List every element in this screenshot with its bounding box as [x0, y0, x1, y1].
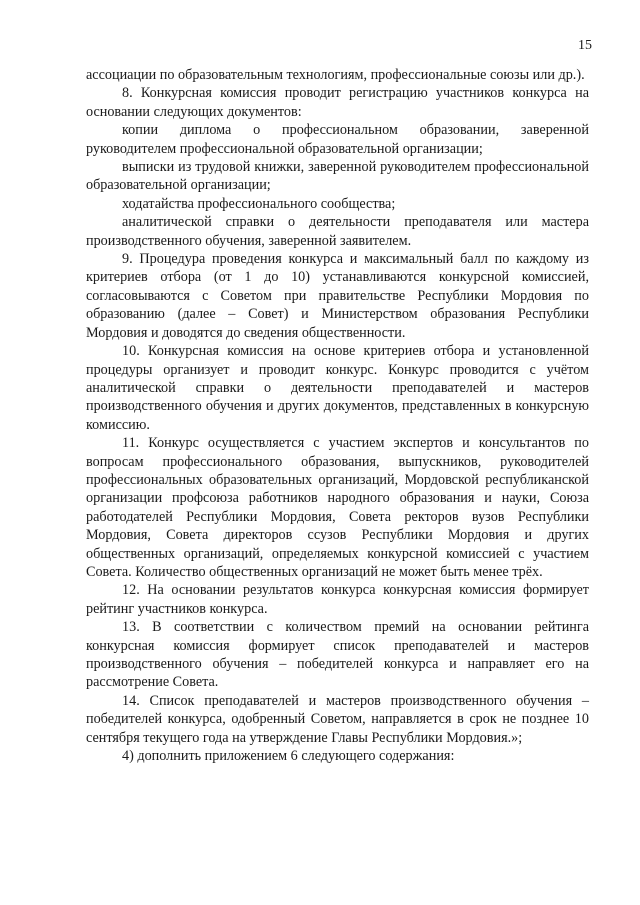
- paragraph-item-13: 13. В соответствии с количеством премий на основании рейтинга конкурсная комиссия формирует список преподавателей и мастеров производственного обучения – победителей конкурса и направляет его на рассмотрение Совета.: [86, 619, 589, 691]
- paragraph-item-11: 11. Конкурс осуществляется с участием экспертов и консультантов по вопросам профессионального образования, выпускников, руководителей профессиональных образовательных организаций, Мордовской республиканской организации профсоюза работников народного образования и науки, Союза работодателей Республики Мордовия, Совета ректоров вузов Республики Мордовия, Совета директоров ссузов Республики Мордовия и других общественных организаций, определяемых конкурсной комиссией с участием Совета. Количество общественных организаций не может быть менее трёх.: [86, 435, 589, 580]
- document-body: [86, 66, 589, 765]
- paragraph-item-14: 14. Список преподавателей и мастеров производственного обучения – победителей конкурса, одобренный Советом, направляется в срок не позднее 10 сентября текущего года на утверждение Главы Республики Мордовия.»;: [86, 692, 589, 746]
- paragraph-petition: ходатайства профессионального сообщества;: [122, 195, 396, 212]
- paragraph-item-9: 9. Процедура проведения конкурса и максимальный балл по каждому из критериев отбора (от 1 до 10) устанавливаются конкурсной комиссией, согласовываются с Советом при правительстве Республики Мордовия по образованию (далее – Совет) и Министерством образования Республики Мордовия и доводятся до сведения общественности.: [86, 251, 589, 341]
- paragraph-item-12: 12. На основании результатов конкурса конкурсная комиссия формирует рейтинг участников конкурса.: [86, 582, 589, 617]
- paragraph-work-record: выписки из трудовой книжки, заверенной руководителем профессиональной образовательной организации;: [86, 159, 589, 194]
- paragraph-item-8: 8. Конкурсная комиссия проводит регистрацию участников конкурса на основании следующих документов:: [86, 85, 589, 120]
- paragraph-item-10: 10. Конкурсная комиссия на основе критериев отбора и установленной процедуры организует и проводит конкурс. Конкурс проводится с учётом аналитической справки о деятельности преподавателей и мастеров производственного обучения и других документов, представленных в конкурсную комиссию.: [86, 343, 589, 433]
- paragraph-analytical-report: аналитической справки о деятельности преподавателя или мастера производственного обучения, заверенной заявителем.: [86, 214, 589, 249]
- page-number: 15: [578, 38, 592, 53]
- paragraph-continuation: ассоциации по образовательным технологиям, профессиональные союзы или др.).: [86, 67, 585, 83]
- paragraph-diploma-copy: копии диплома о профессиональном образовании, заверенной руководителем профессиональной образовательной организации;: [86, 122, 589, 157]
- paragraph-amendment-4: 4) дополнить приложением 6 следующего содержания:: [122, 748, 455, 765]
